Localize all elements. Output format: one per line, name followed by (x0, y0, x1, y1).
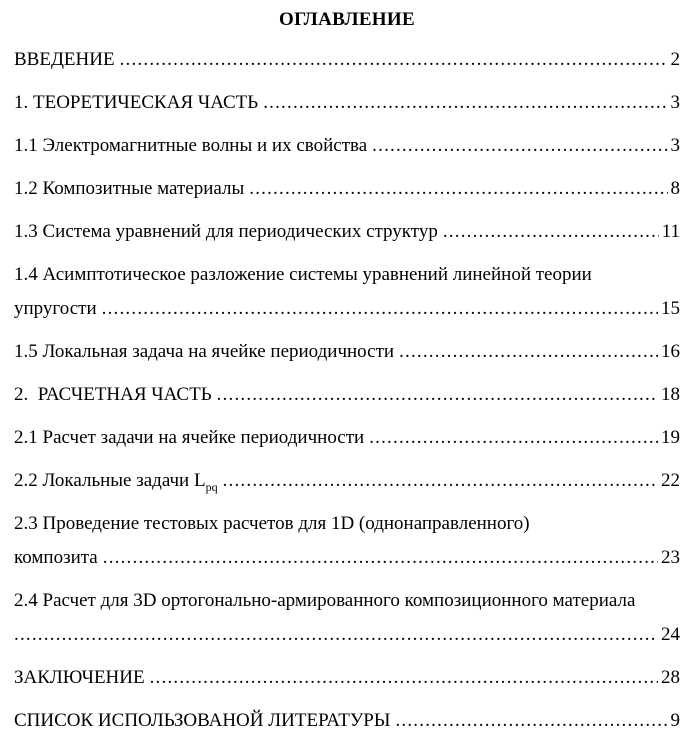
page-number: 9 (670, 710, 680, 731)
dot-leader (102, 299, 658, 319)
toc-entry-subscript: pq (205, 479, 218, 494)
toc-entry (14, 625, 680, 645)
page-number: 23 (661, 547, 680, 568)
page-number: 3 (670, 92, 680, 113)
toc-entry (14, 299, 680, 319)
toc-entry-text: 2.2 Локальные задачи $L_{pq}$ (14, 470, 218, 494)
toc-entry-text: 2.4 Расчет для 3D ортогонально-армированного композиционного материала (14, 590, 636, 611)
toc-entry-text: 1.3 Система уравнений для периодических структур (14, 221, 438, 242)
toc-entry-text: ВВЕДЕНИЕ (14, 49, 115, 70)
dot-leader (217, 385, 658, 405)
toc-entry-text: композита (14, 547, 98, 568)
page-number: 28 (661, 667, 680, 688)
toc-entry-text: 1. ТЕОРЕТИЧЕСКАЯ ЧАСТЬ (14, 92, 259, 113)
page-number: 8 (670, 178, 680, 199)
toc-entry (14, 50, 680, 70)
toc-entry (14, 342, 680, 362)
dot-leader (120, 50, 668, 70)
page-number: 15 (661, 298, 680, 319)
toc-entry (14, 711, 680, 731)
toc-entry (14, 136, 680, 156)
dot-leader (150, 668, 658, 688)
dot-leader (399, 342, 658, 362)
page-number: 18 (661, 384, 680, 405)
toc-entry-text: упругости (14, 298, 97, 319)
toc-entry-text: 1.1 Электромагнитные волны и их свойства (14, 135, 368, 156)
page-number: 22 (661, 470, 680, 491)
toc-entry (14, 548, 680, 568)
toc-entry-text: 1.2 Композитные материалы (14, 178, 245, 199)
dot-leader (395, 711, 667, 731)
toc-entry (14, 668, 680, 688)
toc-entry (14, 385, 680, 405)
dot-leader (14, 625, 658, 645)
dot-leader (103, 548, 658, 568)
toc-entry (14, 514, 680, 534)
toc-entry-text: СПИСОК ИСПОЛЬЗОВАНОЙ ЛИТЕРАТУРЫ (14, 710, 391, 731)
page-number: 19 (661, 427, 680, 448)
dot-leader (369, 428, 658, 448)
toc-entry (14, 428, 680, 448)
page-number: 16 (661, 341, 680, 362)
toc-entry (14, 179, 680, 199)
page-number: 11 (661, 221, 680, 242)
page-number: 2 (670, 49, 680, 70)
toc-entry (14, 222, 680, 242)
toc-entry (14, 93, 680, 113)
toc-entry (14, 470, 680, 494)
toc-entry (14, 591, 680, 611)
toc-entry-text: 2.3 Проведение тестовых расчетов для 1D (однонаправленного) (14, 513, 530, 534)
toc-list (14, 50, 680, 731)
toc-entry-text: 2. РАСЧЕТНАЯ ЧАСТЬ (14, 384, 212, 405)
toc-title: ОГЛАВЛЕНИЕ (279, 9, 415, 30)
page-number: 3 (670, 135, 680, 156)
toc-entry-text: 2.1 Расчет задачи на ячейке периодичности (14, 427, 365, 448)
dot-leader (223, 471, 658, 491)
dot-leader (249, 179, 667, 199)
dot-leader (372, 136, 667, 156)
page-number: 24 (661, 624, 680, 645)
toc-entry-text: 1.4 Асимптотическое разложение системы уравнений линейной теории (14, 264, 592, 285)
toc-entry (14, 265, 680, 285)
dot-leader (443, 222, 659, 242)
dot-leader (263, 93, 667, 113)
toc-entry-text: 1.5 Локальная задача на ячейке периодичности (14, 341, 395, 362)
toc-entry-text: ЗАКЛЮЧЕНИЕ (14, 667, 145, 688)
